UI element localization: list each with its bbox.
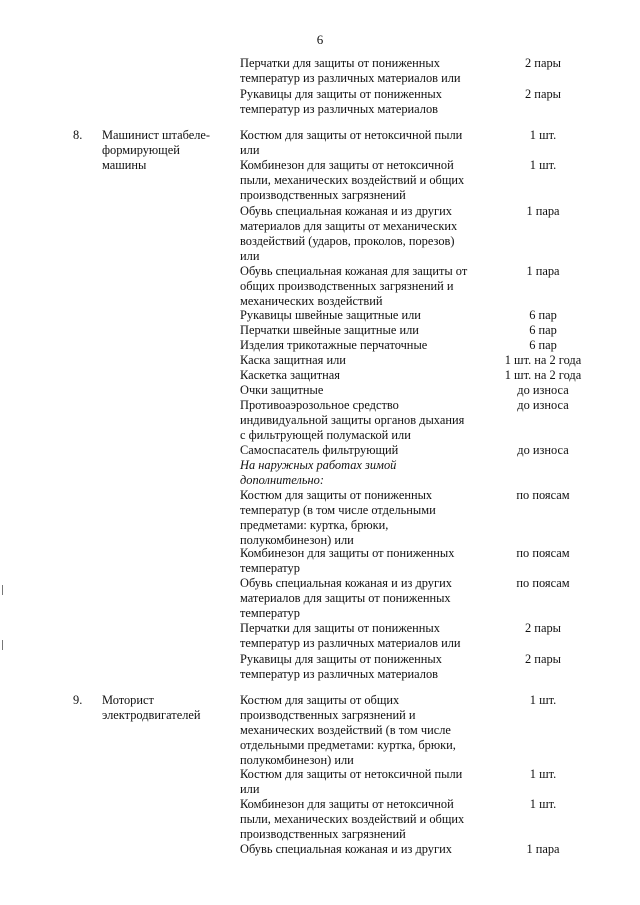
ppe-item bbox=[240, 546, 478, 576]
issue-norm: 2 пары bbox=[525, 652, 561, 666]
ppe-item-line: Обувь специальная кожаная для защиты от bbox=[240, 264, 468, 278]
ppe-item-line: индивидуальной защиты органов дыхания bbox=[240, 413, 465, 427]
ppe-item bbox=[240, 204, 478, 264]
ppe-item bbox=[240, 353, 478, 368]
profession-line: электродвигателей bbox=[102, 708, 201, 722]
issue-norm: 1 шт. bbox=[529, 767, 557, 781]
ppe-item bbox=[240, 368, 478, 383]
issue-norm: 6 пар bbox=[529, 338, 557, 352]
ppe-item bbox=[240, 158, 478, 203]
ppe-item bbox=[240, 87, 478, 117]
ppe-item-line: Перчатки швейные защитные или bbox=[240, 323, 419, 337]
ppe-item bbox=[240, 308, 478, 323]
ppe-item-line: полукомбинезон) или bbox=[240, 753, 354, 767]
row-number: 9. bbox=[73, 693, 83, 707]
issue-norm: 1 шт. bbox=[529, 693, 557, 707]
ppe-item-line: Рукавицы швейные защитные или bbox=[240, 308, 421, 322]
ppe-item bbox=[240, 767, 478, 797]
ppe-item-line: материалов для защиты от пониженных bbox=[240, 591, 451, 605]
ppe-item bbox=[240, 338, 478, 353]
issue-norm: по поясам bbox=[516, 576, 570, 590]
ppe-item-line: Очки защитные bbox=[240, 383, 324, 397]
ppe-item-line: механических воздействий bbox=[240, 294, 383, 308]
ppe-item bbox=[240, 488, 478, 548]
ppe-item bbox=[240, 323, 478, 338]
ppe-item bbox=[240, 398, 478, 443]
profession-line: машины bbox=[102, 158, 147, 172]
ppe-item bbox=[240, 797, 478, 842]
issue-norm: до износа bbox=[517, 443, 569, 457]
ppe-item-line: или bbox=[240, 143, 260, 157]
ppe-item bbox=[240, 576, 478, 621]
profession-name bbox=[102, 128, 227, 173]
ppe-item-line: Самоспасатель фильтрующий bbox=[240, 443, 399, 457]
ppe-item bbox=[240, 458, 478, 488]
issue-norm: 1 шт. bbox=[529, 128, 557, 142]
ppe-item-line: температур bbox=[240, 561, 300, 575]
issue-norm: по поясам bbox=[516, 546, 570, 560]
ppe-item-line: общих производственных загрязнений и bbox=[240, 279, 454, 293]
ppe-item-line: Комбинезон для защиты от нетоксичной bbox=[240, 797, 454, 811]
issue-norm: до износа bbox=[517, 398, 569, 412]
ppe-item-line: температур из различных материалов bbox=[240, 102, 439, 116]
ppe-item-line: Каска защитная или bbox=[240, 353, 346, 367]
profession-name bbox=[102, 693, 227, 723]
ppe-item-line: воздействий (ударов, проколов, порезов) bbox=[240, 234, 455, 248]
ppe-item-line: материалов для защиты от механических bbox=[240, 219, 458, 233]
ppe-item-line: температур из различных материалов или bbox=[240, 636, 461, 650]
ppe-item-line: производственных загрязнений bbox=[240, 188, 406, 202]
ppe-item bbox=[240, 842, 478, 857]
ppe-item-line: пыли, механических воздействий и общих bbox=[240, 173, 465, 187]
row-number: 8. bbox=[73, 128, 83, 142]
issue-norm: 6 пар bbox=[529, 323, 557, 337]
profession-line: Машинист штабеле- bbox=[102, 128, 211, 142]
issue-norm: по поясам bbox=[516, 488, 570, 502]
ppe-item-line: механических воздействий (в том числе bbox=[240, 723, 451, 737]
scan-edge-mark bbox=[2, 585, 3, 595]
scan-edge-mark bbox=[2, 640, 3, 650]
ppe-item bbox=[240, 652, 478, 682]
issue-norm: 1 шт. на 2 года bbox=[504, 368, 582, 382]
issue-norm: 2 пары bbox=[525, 56, 561, 70]
ppe-item-line: Костюм для защиты от общих bbox=[240, 693, 400, 707]
ppe-item-line: производственных загрязнений и bbox=[240, 708, 416, 722]
ppe-item bbox=[240, 621, 478, 651]
ppe-item-line: Перчатки для защиты от пониженных bbox=[240, 56, 440, 70]
ppe-item bbox=[240, 693, 478, 768]
issue-norm: 2 пары bbox=[525, 621, 561, 635]
ppe-item-line: Рукавицы для защиты от пониженных bbox=[240, 652, 442, 666]
ppe-item-line: Перчатки для защиты от пониженных bbox=[240, 621, 440, 635]
ppe-item-line: Комбинезон для защиты от нетоксичной bbox=[240, 158, 454, 172]
ppe-item-line: Обувь специальная кожаная и из других bbox=[240, 842, 452, 856]
ppe-item-line: Костюм для защиты от нетоксичной пыли bbox=[240, 767, 463, 781]
ppe-item-line: Обувь специальная кожаная и из других bbox=[240, 204, 452, 218]
ppe-item-line: Изделия трикотажные перчаточные bbox=[240, 338, 428, 352]
ppe-item-line: производственных загрязнений bbox=[240, 827, 406, 841]
ppe-item-line: Обувь специальная кожаная и из других bbox=[240, 576, 452, 590]
ppe-item bbox=[240, 128, 478, 158]
issue-norm: 1 пара bbox=[526, 204, 560, 218]
ppe-item-line: отдельными предметами: куртка, брюки, bbox=[240, 738, 456, 752]
issue-norm: 1 шт. на 2 года bbox=[504, 353, 582, 367]
ppe-item-line: Костюм для защиты от пониженных bbox=[240, 488, 433, 502]
ppe-item-line: Комбинезон для защиты от пониженных bbox=[240, 546, 455, 560]
ppe-item-line: с фильтрующей полумаской или bbox=[240, 428, 411, 442]
ppe-item-line: Каскетка защитная bbox=[240, 368, 340, 382]
ppe-item-line: температур из различных материалов или bbox=[240, 71, 461, 85]
issue-norm: 1 пара bbox=[526, 842, 560, 856]
ppe-item-line: температур (в том числе отдельными bbox=[240, 503, 436, 517]
profession-line: Моторист bbox=[102, 693, 154, 707]
ppe-item-line: дополнительно: bbox=[240, 473, 324, 487]
ppe-item-line: или bbox=[240, 249, 260, 263]
issue-norm: 6 пар bbox=[529, 308, 557, 322]
page-number: 6 bbox=[316, 32, 324, 47]
ppe-item-line: или bbox=[240, 782, 260, 796]
ppe-item-line: температур bbox=[240, 606, 300, 620]
ppe-item-line: Костюм для защиты от нетоксичной пыли bbox=[240, 128, 463, 142]
ppe-item-line: полукомбинезон) или bbox=[240, 533, 354, 547]
profession-line: формирующей bbox=[102, 143, 180, 157]
ppe-item-line: Рукавицы для защиты от пониженных bbox=[240, 87, 442, 101]
issue-norm: 1 шт. bbox=[529, 158, 557, 172]
issue-norm: 1 пара bbox=[526, 264, 560, 278]
ppe-item-line: предметами: куртка, брюки, bbox=[240, 518, 389, 532]
ppe-item bbox=[240, 383, 478, 398]
ppe-item bbox=[240, 264, 478, 309]
ppe-item-line: температур из различных материалов bbox=[240, 667, 439, 681]
ppe-item-line: На наружных работах зимой bbox=[240, 458, 397, 472]
ppe-item-line: Противоаэрозольное средство bbox=[240, 398, 399, 412]
issue-norm: 2 пары bbox=[525, 87, 561, 101]
issue-norm: 1 шт. bbox=[529, 797, 557, 811]
ppe-item bbox=[240, 56, 478, 86]
issue-norm: до износа bbox=[517, 383, 569, 397]
ppe-item-line: пыли, механических воздействий и общих bbox=[240, 812, 465, 826]
ppe-item bbox=[240, 443, 478, 458]
